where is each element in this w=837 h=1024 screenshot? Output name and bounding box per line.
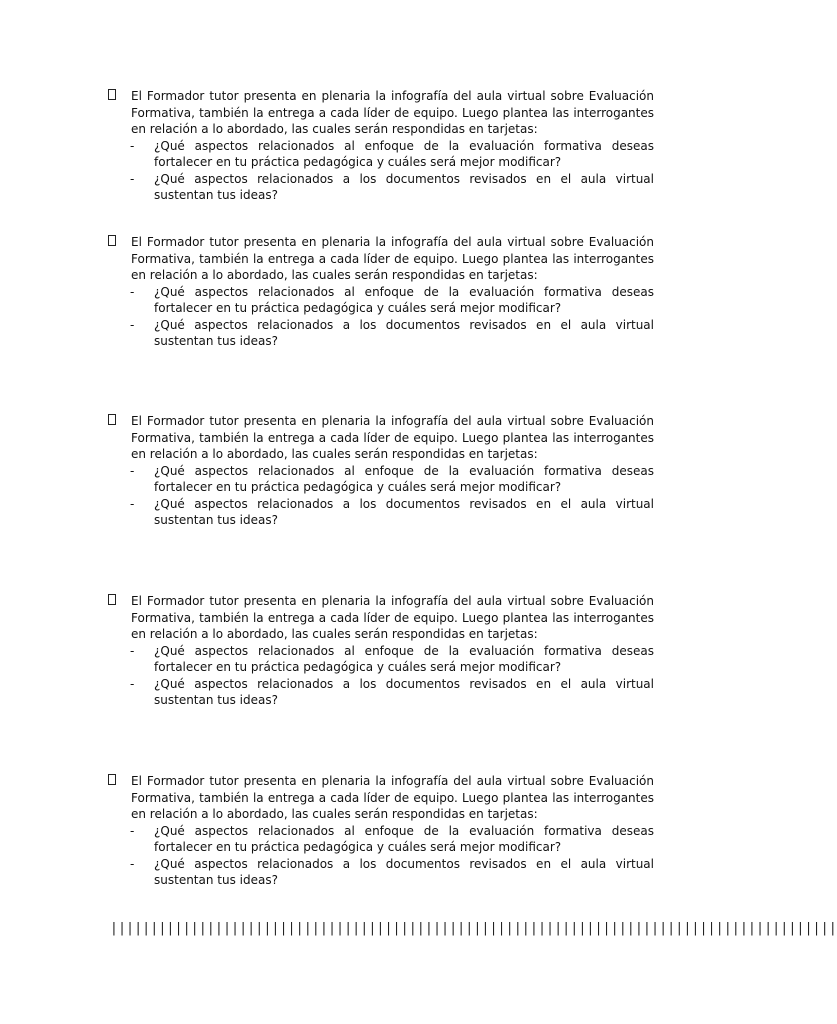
instruction-block-1	[108, 88, 654, 204]
dash-marker: -	[130, 171, 135, 186]
instruction-block-3	[108, 413, 654, 529]
footer-tick-marks: ||||||||||||||||||||||||||||||||||||||||||||||||||||||||||||||||||||||||||||||||||||||||||	[110, 921, 837, 936]
dash-marker: -	[130, 463, 135, 478]
question-item	[108, 823, 654, 856]
dash-marker: -	[130, 138, 135, 153]
dash-marker: -	[130, 856, 135, 871]
question-item	[108, 856, 654, 889]
square-bullet-icon	[108, 89, 116, 100]
instruction-block-4	[108, 593, 654, 709]
question-item	[108, 138, 654, 171]
question-item	[108, 171, 654, 204]
instruction-paragraph: El Formador tutor presenta en plenaria la infografía del aula virtual sobre Evaluación Formativa, también la entrega a cada líder de equipo. Luego plantea las interrogantes en relación a lo abordado, las cuales serán respondidas en tarjetas:	[131, 235, 654, 282]
dash-marker: -	[130, 317, 135, 332]
question-text: ¿Qué aspectos relacionados a los documentos revisados en el aula virtual sustentan tus ideas?	[154, 676, 654, 707]
dash-marker: -	[130, 676, 135, 691]
question-item	[108, 676, 654, 709]
dash-marker: -	[130, 496, 135, 511]
square-bullet-icon	[108, 235, 116, 246]
instruction-paragraph: El Formador tutor presenta en plenaria la infografía del aula virtual sobre Evaluación Formativa, también la entrega a cada líder de equipo. Luego plantea las interrogantes en relación a lo abordado, las cuales serán respondidas en tarjetas:	[131, 89, 654, 136]
question-text: ¿Qué aspectos relacionados al enfoque de la evaluación formativa deseas fortalecer en tu práctica pedagógica y cuáles será mejor modificar?	[154, 138, 654, 169]
question-text: ¿Qué aspectos relacionados a los documentos revisados en el aula virtual sustentan tus ideas?	[154, 171, 654, 202]
question-text: ¿Qué aspectos relacionados a los documentos revisados en el aula virtual sustentan tus ideas?	[154, 317, 654, 348]
square-bullet-icon	[108, 594, 116, 605]
instruction-paragraph: El Formador tutor presenta en plenaria la infografía del aula virtual sobre Evaluación Formativa, también la entrega a cada líder de equipo. Luego plantea las interrogantes en relación a lo abordado, las cuales serán respondidas en tarjetas:	[131, 594, 654, 641]
instruction-paragraph: El Formador tutor presenta en plenaria la infografía del aula virtual sobre Evaluación Formativa, también la entrega a cada líder de equipo. Luego plantea las interrogantes en relación a lo abordado, las cuales serán respondidas en tarjetas:	[131, 774, 654, 821]
instruction-paragraph: El Formador tutor presenta en plenaria la infografía del aula virtual sobre Evaluación Formativa, también la entrega a cada líder de equipo. Luego plantea las interrogantes en relación a lo abordado, las cuales serán respondidas en tarjetas:	[131, 414, 654, 461]
instruction-block-2	[108, 234, 654, 350]
dash-marker: -	[130, 823, 135, 838]
square-bullet-icon	[108, 774, 116, 785]
question-text: ¿Qué aspectos relacionados al enfoque de la evaluación formativa deseas fortalecer en tu práctica pedagógica y cuáles será mejor modificar?	[154, 823, 654, 854]
question-item	[108, 463, 654, 496]
question-item	[108, 643, 654, 676]
question-item	[108, 284, 654, 317]
question-text: ¿Qué aspectos relacionados a los documentos revisados en el aula virtual sustentan tus ideas?	[154, 856, 654, 887]
question-item	[108, 496, 654, 529]
question-text: ¿Qué aspectos relacionados al enfoque de la evaluación formativa deseas fortalecer en tu práctica pedagógica y cuáles será mejor modificar?	[154, 643, 654, 674]
question-text: ¿Qué aspectos relacionados a los documentos revisados en el aula virtual sustentan tus ideas?	[154, 496, 654, 527]
question-text: ¿Qué aspectos relacionados al enfoque de la evaluación formativa deseas fortalecer en tu práctica pedagógica y cuáles será mejor modificar?	[154, 463, 654, 494]
dash-marker: -	[130, 643, 135, 658]
dash-marker: -	[130, 284, 135, 299]
question-text: ¿Qué aspectos relacionados al enfoque de la evaluación formativa deseas fortalecer en tu práctica pedagógica y cuáles será mejor modificar?	[154, 284, 654, 315]
instruction-block-5	[108, 773, 654, 889]
question-item	[108, 317, 654, 350]
square-bullet-icon	[108, 414, 116, 425]
